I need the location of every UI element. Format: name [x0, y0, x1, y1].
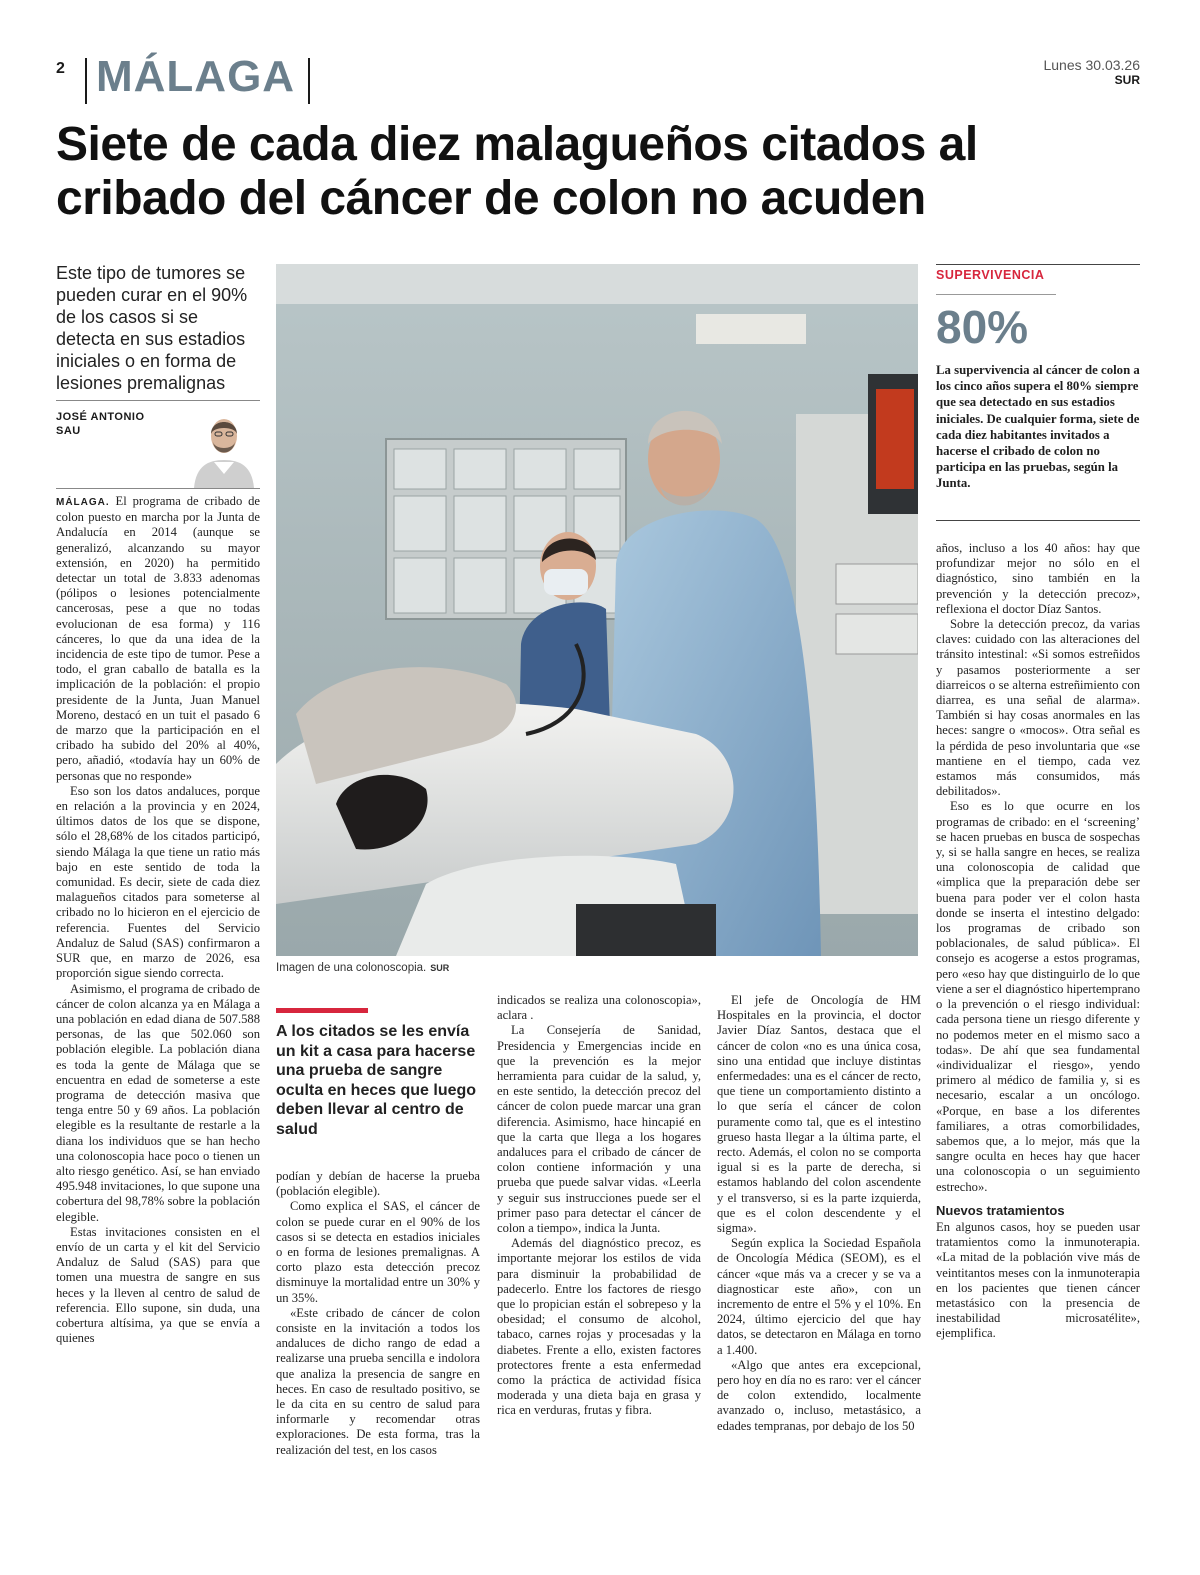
paragraph: En algunos casos, hoy se pueden usar tratamientos como la inmunoterapia. «La mitad de la población vive más de veintitantos meses con la inmunoterapia en los pacientes que tienen cáncer metastásico con la presencia de inestabilidad microsatélite», ejemplifica.	[936, 1219, 1140, 1341]
sidebar-label: SUPERVIVENCIA	[936, 268, 1045, 282]
paper-name: SUR	[1114, 73, 1140, 87]
divider	[56, 400, 260, 401]
page-number: 2	[56, 60, 65, 77]
paragraph: «Este cribado de cáncer de colon consiste en la invitación a todos los andaluces de dicho rango de edad a realizarse una prueba sencilla e indolora que analiza la presencia de sangre en heces. En caso de resultado positivo, se le da cita en su centro de salud para informarle y recomendar otras exploraciones. De esta forma, tras la realización del test, en los casos	[276, 1305, 480, 1457]
sidebar-stat-value: 80%	[936, 301, 1029, 353]
divider	[56, 488, 260, 489]
paragraph: Como explica el SAS, el cáncer de colon se puede curar en el 90% de los casos si se detecta en estadios iniciales o en forma de lesiones premalignas. A corto plazo esta detección precoz disminuye la mortalidad entre un 30% y un 35%.	[276, 1199, 480, 1305]
body-column-3	[497, 993, 701, 1419]
body-column-1	[56, 494, 260, 1346]
body-column-2	[276, 1169, 480, 1458]
body-column-5	[936, 541, 1140, 1342]
paragraph: La Consejería de Sanidad, Presidencia y Emergencias incide en que la prevención es la mejor herramienta para cuidar de la salud, y, en este sentido, la detección precoz del cáncer de colon puede marcar una gran diferencia. Asimismo, hace hincapié en que la carta que llega a los hogares andaluces para el cribado de cáncer de colon contiene información y una prueba que puede salvar vidas. «Leerla y seguir sus instrucciones puede ser el primer paso para detectar el cáncer de colon a tiempo», indica la Junta.	[497, 1023, 701, 1236]
paragraph: indicados se realiza una colonoscopia», aclara .	[497, 993, 701, 1023]
sidebar-rule	[936, 520, 1140, 521]
headline: Siete de cada diez malagueños citados al cribado del cáncer de colon no acuden	[56, 118, 978, 225]
paragraph: Además del diagnóstico precoz, es importante mejorar los estilos de vida para disminuir la probabilidad de padecerlo. Entre los factores de riesgo que lo propician están el sobrepeso y la obesidad; el consumo de alcohol, tabaco, carnes rojas y procesadas y la diabetes. Frente a ello, existen factores protectores frente a esta enfermedad como la práctica de actividad física moderada y una dieta baja en grasa y rica en verduras, frutas y fibra.	[497, 1236, 701, 1418]
sidebar-rule	[936, 294, 1056, 295]
paragraph: años, incluso a los 40 años: hay que profundizar mejor no sólo en el diagnóstico, sino también en la prevención y la detección precoz», reflexiona el doctor Díaz Santos.	[936, 541, 1140, 616]
paragraph: Sobre la detección precoz, da varias claves: cuidado con las alteraciones del tránsito intestinal: «Si somos estreñidos y pasamos posteriormente a ser diarreicos o se alterna estreñimiento con diarrea, es una señal de alarma». También si hay cosas anormales en las heces: sangre o «mocos». Otra señal es la pérdida de peso involuntaria que «se mantiene en el tiempo, cada vez estamos más consumidos, más debilitados».	[936, 617, 1140, 799]
body-column-4	[717, 993, 921, 1434]
paragraph: podían y debían de hacerse la prueba (población elegible).	[276, 1169, 480, 1199]
paragraph: Asimismo, el programa de cribado de cáncer de colon alcanza ya en Málaga a una población en edad diana de 507.588 personas, de las que 502.060 son población elegible. La población diana es toda la gente de Málaga que se encuentra en edad de someterse a este programa de detección masiva que tenga entre 50 y 69 años. La población elegible es la resultante de restarle a la diana los individuos que se han hecho una colonoscopia hace poco o tienen un alto riesgo genético. Así, se han enviado 495.948 invitaciones, lo que supone una cobertura del 98,78% sobre la población elegible.	[56, 981, 260, 1224]
pull-quote-accent	[276, 1008, 368, 1013]
paragraph: Eso son los datos andaluces, porque en relación a la provincia y en 2024, últimos datos de los que se dispone, sólo el 28,68% de los citados participó, siendo Málaga la que tiene un ratio más bajo en este sentido de toda la comunidad. Es decir, siete de cada diez malagueños citados para someterse al cribado no lo hicieron en el ejercicio de referencia. Fuentes del Servicio Andaluz de Salud (SAS) confirmaron a SUR que, en marzo de 2026, esa proporción sigue siendo correcta.	[56, 783, 260, 981]
section-subheading: Nuevos tratamientos	[936, 1202, 1065, 1218]
photo-caption	[276, 962, 918, 974]
caption-text: Imagen de una colonoscopia.	[276, 962, 427, 974]
sidebar-text: La supervivencia al cáncer de colon a los cinco años supera el 80% siempre que sea detectado en sus estadios iniciales. De cualquier forma, siete de cada diez habitantes invitados a hacerse el cribado de colon no participa en las pruebas, según la Junta.	[936, 363, 1140, 491]
author-byline: JOSÉ ANTONIO SAU	[56, 411, 145, 437]
paragraph: Eso es lo que ocurre en los programas de cribado: en el ‘screening’ se hacen pruebas en busca de sospechas y, si se halla sangre en heces, se realiza una colonoscopia de calidad que «implica que la preparación debe ser buena para poder ver el colon hasta donde se inserta el intestino delgado: los programas de cribado son poblacionales, de salud pública». El consejo es acogerse a estos programas, pero «eso hay que distinguirlo de lo que viene a ser el diagnóstico hipertemprano o la prevención o el riesgo individual: cada persona tiene un riesgo diferente y no podemos meter en el mismo saco a todas». De ahí que sea fundamental «individualizar el riesgo», yendo primero al médico de familia y, si es necesario, escalar a un oncólogo. «Porque, en base a los diferentes familiares, a otras comorbilidades, sabemos que, a lo mejor, más que la sangre oculta en heces hay que hacer una colonoscopia o un seguimiento estrecho».	[936, 799, 1140, 1194]
author-photo	[188, 404, 260, 488]
photo-credit: SUR	[430, 963, 450, 973]
paragraph: El jefe de Oncología de HM Hospitales en la provincia, el doctor Javier Díaz Santos, destaca que el cáncer de colon «no es una única cosa, sino una entidad que incluye distintas enfermedades: una es el cáncer de recto, que tiene un comportamiento distinto a lo que sería el cáncer de colon puramente como tal, que es el intestino grueso hasta llegar a la última parte, el recto. Además, el colon no se comporta igual si es la parte de derecha, si estamos hablando del colon ascendente y el transverso, si es la parte izquierda, que es el colon descendente y el sigma».	[717, 993, 921, 1236]
colonoscopy-photo	[276, 264, 918, 956]
section-divider-right	[308, 58, 310, 104]
section-title: MÁLAGA	[96, 52, 296, 101]
paragraph: Estas invitaciones consisten en el envío de un carta y el kit del Servicio Andaluz de Salud (SAS) para que tomen una muestra de sangre en sus heces y la lleven al centro de salud de referencia. Ello supone, sin duda, una cobertura altísima, ya que se envía a quienes	[56, 1224, 260, 1346]
issue-date: Lunes 30.03.26	[1043, 57, 1140, 73]
dateline: MÁLAGA.	[56, 497, 110, 508]
paragraph: «Algo que antes era excepcional, pero hoy en día no es raro: ver el cáncer de colon extendido, localmente avanzado o, incluso, metastásico, a edades tempranas, por debajo de los 50	[717, 1357, 921, 1433]
pull-quote: A los citados se les envía un kit a casa para hacerse una prueba de sangre oculta en heces que luego deben llevar al centro de salud	[276, 1023, 477, 1138]
subheadline: Este tipo de tumores se pueden curar en el 90% de los casos si se detecta en sus estadios iniciales o en forma de lesiones premalignas	[56, 263, 248, 393]
paragraph: El programa de cribado de colon puesto en marcha por la Junta de Andalucía en 2014 (aunque se generalizó, alcanzando su mayor extensión, en 2020) ha permitido detectar un total de 3.833 adenomas (pólipos o lesiones potencialmente cancerosas, pese a que no todas evolucionan de esa forma) y 116 cánceres, lo que da una idea de la incidencia de este tipo de tumor. Pese a todo, el gran caballo de batalla es la implicación de la población: el propio presidente de la Junta, Juan Manuel Moreno, destacó en un tuit el pasado 6 de marzo que la participación en el cribado ha subido del 20% al 40%, pero, añadió, «todavía hay un 60% de personas que no responde»	[56, 494, 260, 783]
section-divider	[85, 58, 87, 104]
paragraph: Según explica la Sociedad Española de Oncología Médica (SEOM), es el cáncer «que más va a crecer y se va a diagnosticar este año», con un incremento de entre el 5% y el 10%. En 2024, último ejercicio del que hay datos, se detectaron en Málaga en torno a 1.400.	[717, 1236, 921, 1357]
sidebar-rule	[936, 264, 1140, 265]
